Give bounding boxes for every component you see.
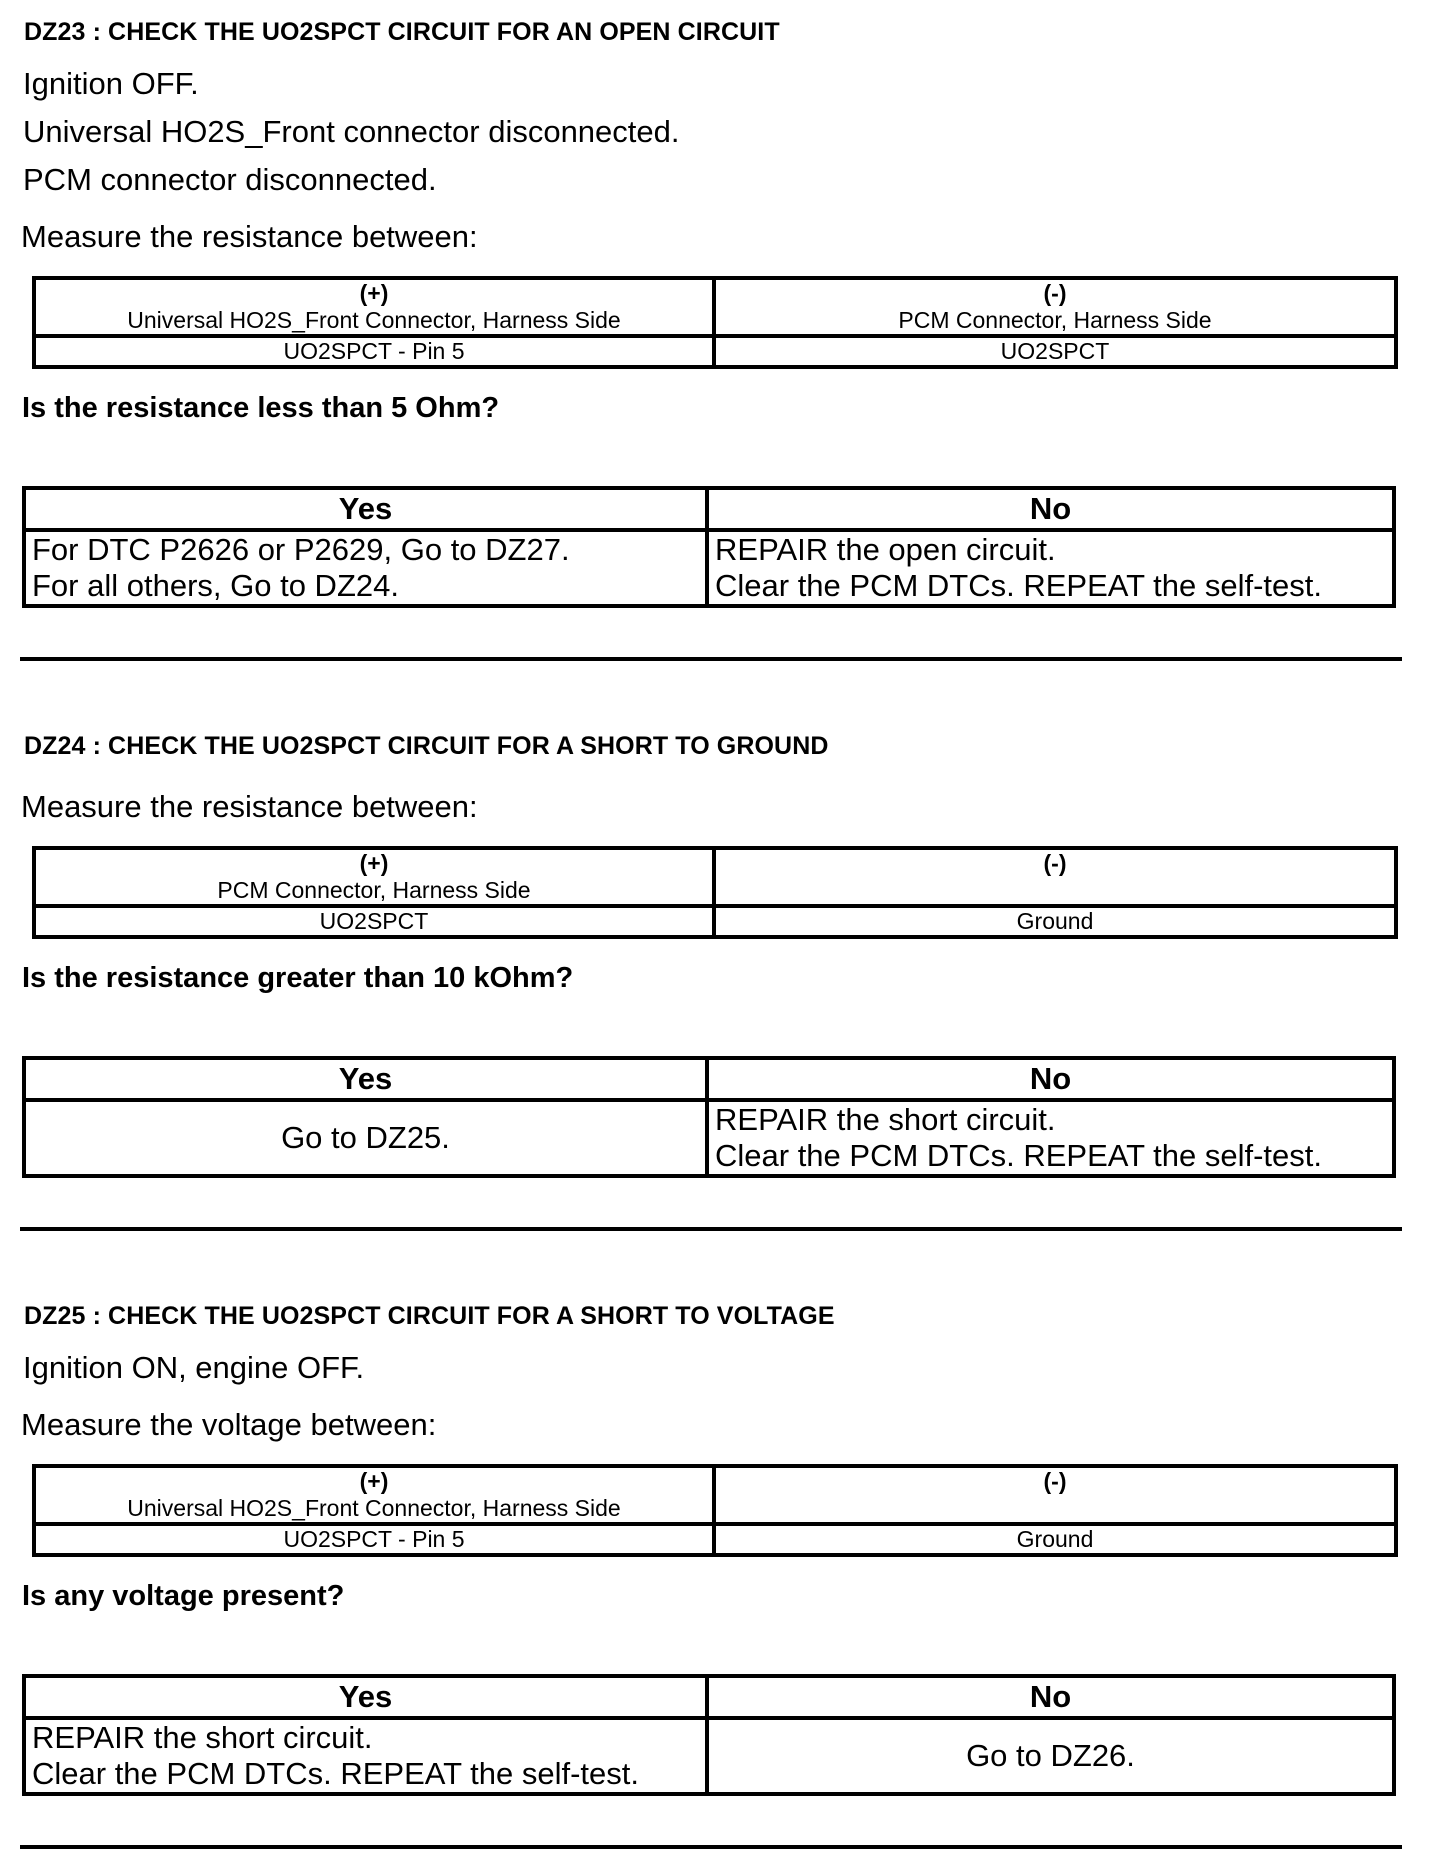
plus-pin-value: UO2SPCT [34, 906, 714, 937]
yes-header: Yes [24, 488, 707, 530]
minus-connector-cell [714, 1466, 1396, 1524]
plus-connector-label: Universal HO2S_Front Connector, Harness Side [127, 1495, 621, 1521]
no-header: No [707, 1058, 1394, 1100]
condition-line: Ignition OFF. [23, 66, 199, 101]
minus-sign: (-) [1043, 280, 1067, 306]
section-divider [20, 657, 1402, 661]
measurement-table-dz23 [32, 276, 1398, 369]
section-heading-dz23: DZ23 : CHECK THE UO2SPCT CIRCUIT FOR AN OPEN CIRCUIT [24, 18, 780, 46]
minus-connector-cell [714, 848, 1396, 906]
condition-line: Ignition ON, engine OFF. [23, 1350, 365, 1385]
condition-line: PCM connector disconnected. [23, 162, 437, 197]
no-header: No [707, 1676, 1394, 1718]
result-table-dz25 [22, 1674, 1396, 1796]
minus-sign: (-) [1043, 850, 1067, 876]
plus-sign: (+) [359, 850, 389, 876]
instruction-text: Measure the voltage between: [21, 1407, 437, 1442]
action-line: For all others, Go to DZ24. [32, 568, 399, 603]
section-divider [20, 1227, 1402, 1231]
question-text: Is the resistance greater than 10 kOhm? [22, 962, 574, 994]
measurement-table-dz24 [32, 846, 1398, 939]
instruction-text: Measure the resistance between: [21, 219, 478, 254]
action-line: REPAIR the open circuit. [715, 532, 1056, 567]
action-line: REPAIR the short circuit. [715, 1102, 1056, 1137]
plus-pin-value: UO2SPCT - Pin 5 [34, 336, 714, 367]
plus-connector-label: Universal HO2S_Front Connector, Harness Side [127, 307, 621, 333]
result-table-dz24 [22, 1056, 1396, 1178]
minus-pin-value: Ground [714, 1524, 1396, 1555]
no-header: No [707, 488, 1394, 530]
question-text: Is the resistance less than 5 Ohm? [22, 392, 500, 424]
measurement-table-dz25 [32, 1464, 1398, 1557]
minus-pin-value: Ground [714, 906, 1396, 937]
no-action [707, 530, 1394, 606]
condition-line: Universal HO2S_Front connector disconnected. [23, 114, 680, 149]
result-table-dz23 [22, 486, 1396, 608]
minus-pin-value: UO2SPCT [714, 336, 1396, 367]
minus-sign: (-) [1043, 1468, 1067, 1494]
minus-connector-label: PCM Connector, Harness Side [898, 307, 1212, 333]
minus-connector-cell [714, 278, 1396, 336]
action-line: Clear the PCM DTCs. REPEAT the self-test. [32, 1756, 639, 1791]
question-text: Is any voltage present? [22, 1580, 345, 1612]
no-action [707, 1100, 1394, 1176]
plus-connector-cell [34, 1466, 714, 1524]
action-line: For DTC P2626 or P2629, Go to DZ27. [32, 532, 570, 567]
plus-pin-value: UO2SPCT - Pin 5 [34, 1524, 714, 1555]
action-line: REPAIR the short circuit. [32, 1720, 373, 1755]
section-heading-dz24: DZ24 : CHECK THE UO2SPCT CIRCUIT FOR A SHORT TO GROUND [24, 732, 829, 760]
action-line: Clear the PCM DTCs. REPEAT the self-test. [715, 1138, 1322, 1173]
yes-action [24, 530, 707, 606]
plus-sign: (+) [359, 1468, 389, 1494]
no-action: Go to DZ26. [707, 1718, 1394, 1794]
yes-header: Yes [24, 1058, 707, 1100]
section-divider [20, 1845, 1402, 1849]
instruction-text: Measure the resistance between: [21, 789, 478, 824]
plus-connector-label: PCM Connector, Harness Side [217, 877, 531, 903]
section-heading-dz25: DZ25 : CHECK THE UO2SPCT CIRCUIT FOR A SHORT TO VOLTAGE [24, 1302, 835, 1330]
plus-connector-cell [34, 278, 714, 336]
yes-action [24, 1718, 707, 1794]
yes-action: Go to DZ25. [24, 1100, 707, 1176]
plus-connector-cell [34, 848, 714, 906]
yes-header: Yes [24, 1676, 707, 1718]
plus-sign: (+) [359, 280, 389, 306]
action-line: Clear the PCM DTCs. REPEAT the self-test. [715, 568, 1322, 603]
